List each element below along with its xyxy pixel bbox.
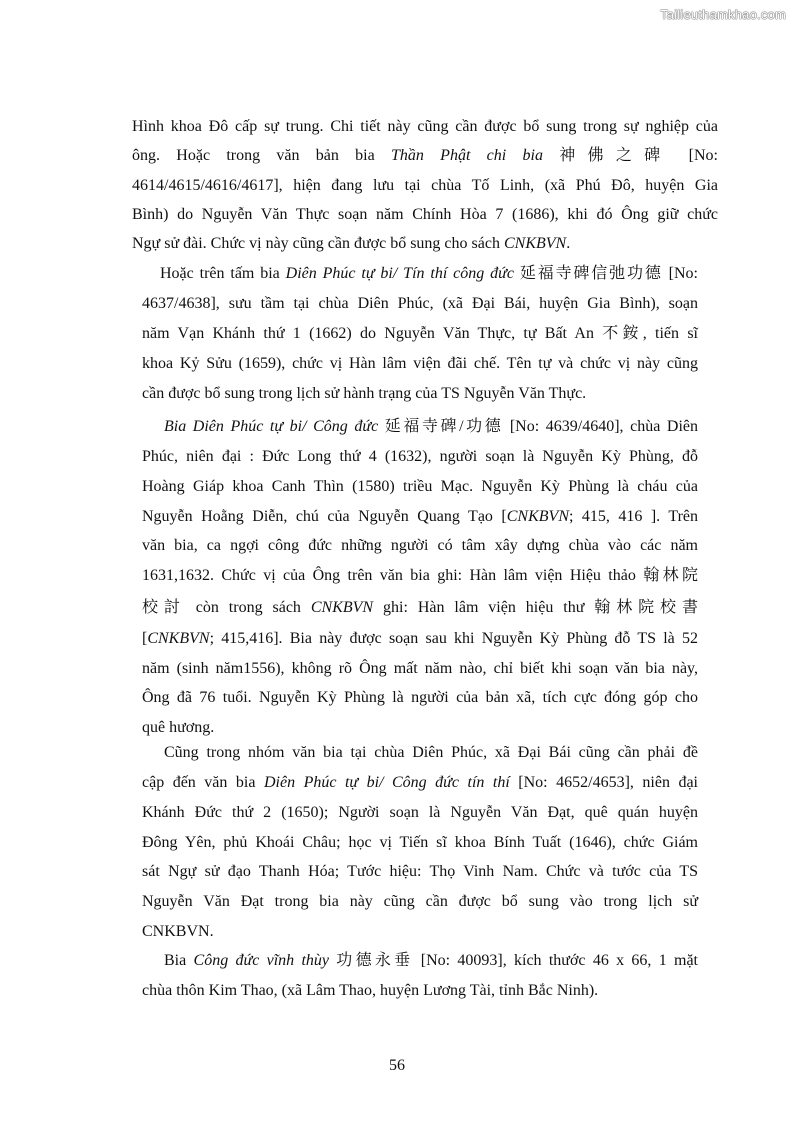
text-line	[160, 264, 698, 284]
text-segment: 功德永垂 [No: 40093], kích thước 46 x 66, 1 mặt	[329, 952, 698, 969]
text-segment: ghi: Hàn lâm viện hiệu thư 翰林院校書	[373, 599, 698, 616]
text-segment: [	[142, 630, 148, 647]
text-line	[142, 688, 698, 708]
text-line	[142, 659, 698, 679]
text-line	[142, 354, 698, 374]
text-segment: .	[566, 235, 571, 252]
text-line	[142, 773, 698, 793]
text-line	[142, 629, 698, 649]
text-line	[142, 598, 698, 618]
text-line	[132, 117, 718, 137]
text-segment: 校討 còn trong sách	[142, 599, 311, 616]
text-line	[142, 536, 698, 556]
text-segment: Ông đã 76 tuổi. Nguyễn Kỳ Phùng là người của bản xã, tích cực đóng góp cho	[142, 689, 698, 706]
text-segment: 4637/4638], sưu tầm tại chùa Diên Phúc, (xã Đại Bái, huyện Gia Bình), soạn	[142, 295, 698, 312]
text-segment: chùa thôn Kim Thao, (xã Lâm Thao, huyện Lương Tài, tỉnh Bắc Ninh).	[142, 982, 599, 999]
text-line	[142, 477, 698, 497]
text-segment: 神佛之碑 [No:	[542, 147, 719, 164]
text-segment: Hình khoa Đô cấp sự trung. Chi tiết này cũng cần được bổ sung trong sự nghiệp của	[132, 118, 718, 135]
italic-title: CNKBVN	[503, 235, 567, 252]
text-line	[142, 803, 698, 823]
text-segment: ông. Hoặc trong văn bản bia	[132, 147, 391, 164]
italic-title: CNKBVN	[310, 599, 374, 616]
text-segment: năm (sinh năm1556), không rõ Ông mất năm nào, chỉ biết khi soạn văn bia này,	[142, 660, 698, 677]
text-line	[132, 146, 718, 166]
text-line	[142, 718, 214, 738]
text-segment: Bia	[164, 952, 194, 969]
text-line	[164, 417, 698, 437]
text-line	[132, 176, 718, 196]
text-segment: ; 415, 416 ]. Trên	[568, 508, 699, 525]
text-line	[164, 743, 698, 763]
italic-title: CNKBVN	[147, 630, 210, 647]
text-segment: Hoàng Giáp khoa Canh Thìn (1580) triều Mạc. Nguyễn Kỳ Phùng là cháu của	[142, 478, 698, 495]
italic-title: Công đức vĩnh thùy	[193, 952, 329, 969]
text-segment: 延福寺碑/功德 [No: 4639/4640], chùa Diên	[378, 418, 698, 435]
text-line	[142, 566, 698, 586]
text-segment: Cũng trong nhóm văn bia tại chùa Diên Phúc, xã Đại Bái cũng cần phải đề	[164, 744, 698, 761]
text-line	[142, 862, 698, 882]
text-segment: Đông Yên, phủ Khoái Châu; học vị Tiến sĩ khoa Bính Tuất (1646), chức Giám	[142, 834, 698, 851]
text-segment: ; 415,416]. Bia này được soạn sau khi Nguyễn Kỳ Phùng đỗ TS là 52	[209, 630, 698, 647]
text-segment: Nguyễn Văn Đạt trong bia này cũng cần được bổ sung vào trong lịch sử	[142, 893, 698, 910]
text-line	[132, 234, 570, 254]
italic-title: CNKBVN	[506, 508, 569, 525]
text-segment: Khánh Đức thứ 2 (1650); Người soạn là Nguyễn Văn Đạt, quê quán huyện	[142, 804, 698, 821]
text-line	[142, 294, 698, 314]
text-segment: cập đến văn bia	[142, 774, 264, 791]
text-segment: sát Ngự sử đạo Thanh Hóa; Tước hiệu: Thọ Vinh Nam. Chức và tước của TS	[142, 863, 698, 880]
text-segment: văn bia, ca ngợi công đức những người có tâm xây dựng chùa vào các năm	[142, 537, 698, 554]
text-line	[142, 507, 698, 527]
page-number: 56	[389, 1057, 405, 1074]
watermark: Tailieuthamkhao.com	[660, 7, 786, 22]
text-segment: 1631,1632. Chức vị của Ông trên văn bia ghi: Hàn lâm viện Hiệu thảo 翰林院	[142, 567, 698, 584]
text-segment: 延福寺碑信弛功德 [No:	[513, 265, 698, 282]
italic-title: Diên Phúc tự bi/ Tín thí công đức	[285, 265, 514, 282]
text-segment: CNKBVN.	[142, 923, 214, 940]
text-line	[142, 324, 698, 344]
text-segment: 4614/4615/4616/4617], hiện đang lưu tại chùa Tố Linh, (xã Phú Đô, huyện Gia	[132, 177, 718, 194]
text-line	[142, 981, 598, 1001]
italic-title: Bia Diên Phúc tự bi/ Công đức	[164, 418, 379, 435]
text-line	[142, 447, 698, 467]
text-line	[142, 384, 586, 404]
text-segment: Nguyễn Hoằng Diễn, chú của Nguyễn Quang Tạo [	[142, 508, 507, 525]
text-segment: Hoặc trên tấm bia	[160, 265, 286, 282]
text-segment: [No: 4652/4653], niên đại	[509, 774, 698, 791]
text-line	[142, 833, 698, 853]
text-segment: quê hương.	[142, 719, 215, 736]
text-line	[142, 892, 698, 912]
text-segment: Phúc, niên đại : Đức Long thứ 4 (1632), người soạn là Nguyễn Kỳ Phùng, đỗ	[142, 448, 698, 465]
text-segment: khoa Kỷ Sửu (1659), chức vị Hàn lâm viện đãi chế. Tên tự và chức vị này cũng	[142, 355, 698, 372]
italic-title: Thần Phật chi bia	[391, 147, 543, 164]
text-line	[132, 205, 718, 225]
text-line	[164, 951, 698, 971]
text-line	[142, 922, 214, 942]
italic-title: Diên Phúc tự bi/ Công đức tín thí	[263, 774, 510, 791]
text-segment: năm Vạn Khánh thứ 1 (1662) do Nguyễn Văn Thực, tự Bất An 不銨, tiến sĩ	[142, 325, 698, 342]
text-segment: Bình) do Nguyễn Văn Thực soạn năm Chính Hòa 7 (1686), khi đó Ông giữ chức	[132, 206, 718, 223]
text-segment: Ngự sử đài. Chức vị này cũng cần được bổ sung cho sách	[132, 235, 504, 252]
text-segment: cần được bổ sung trong lịch sử hành trạng của TS Nguyễn Văn Thực.	[142, 385, 587, 402]
